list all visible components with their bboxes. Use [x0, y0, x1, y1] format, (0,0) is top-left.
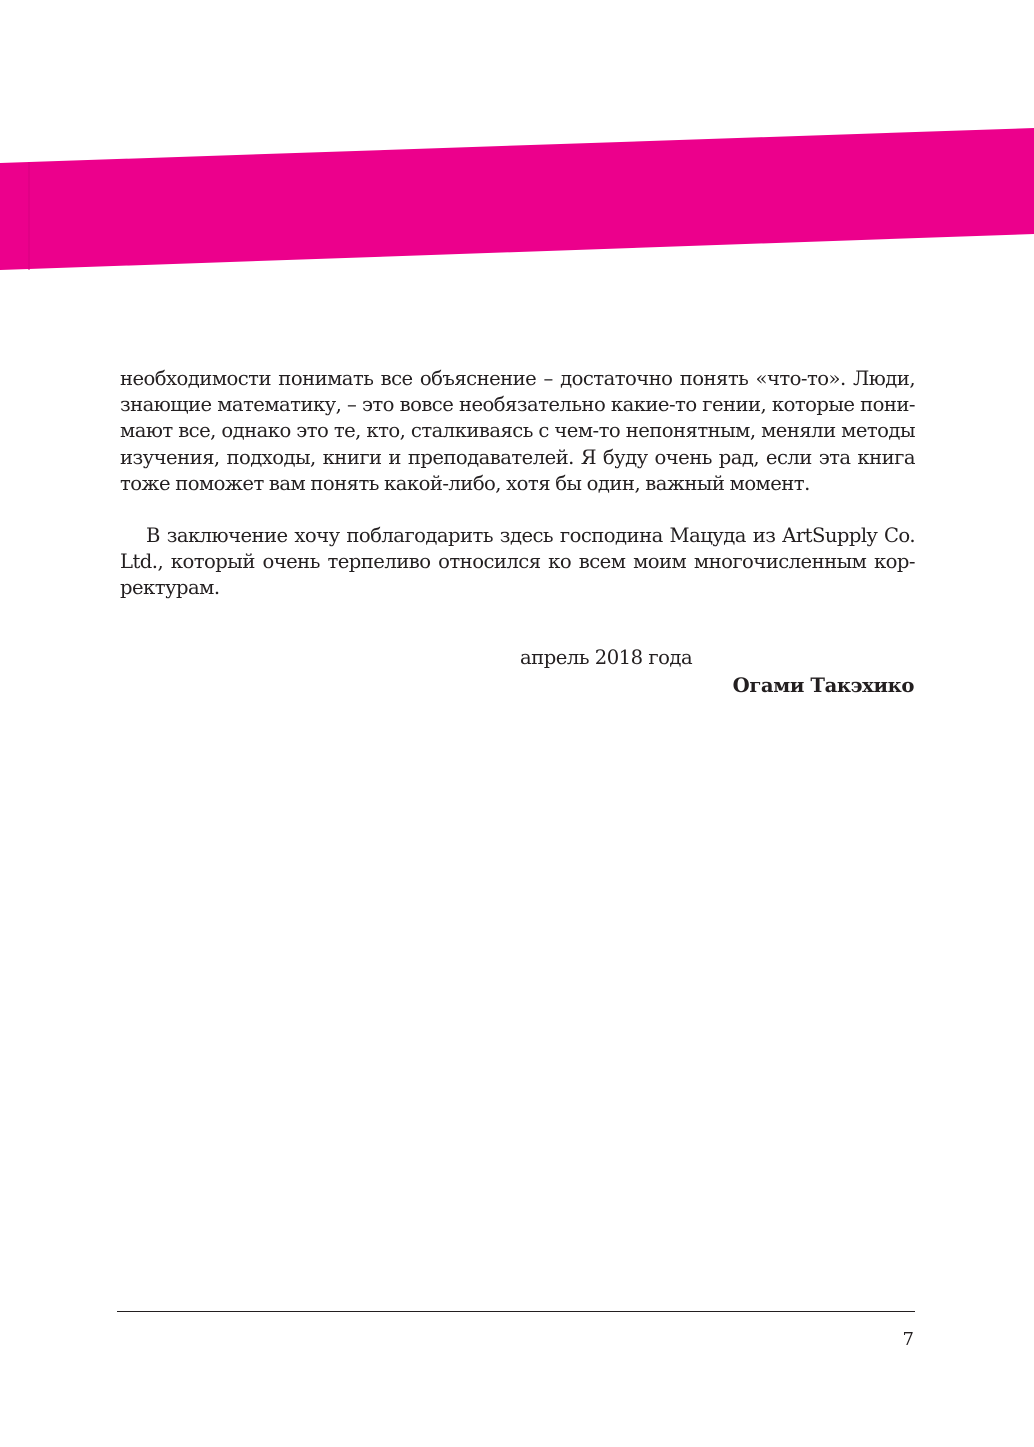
text-line: ректурам.: [120, 576, 220, 600]
text-line: Ltd., который очень терпеливо относился ко всем моим многочисленным кор-: [120, 550, 915, 574]
text-line: знающие математику, – это вовсе необязательно какие-то гении, которые пони-: [120, 393, 915, 417]
body-text: [120, 366, 915, 602]
text-line: тоже поможет вам понять какой-либо, хотя бы один, важный момент.: [120, 471, 810, 495]
paragraph-1: [120, 366, 915, 497]
text-line: мают все, однако это те, кто, сталкиваясь с чем-то непонятным, меняли методы: [120, 419, 915, 443]
banner-main-shape: [0, 128, 1034, 270]
text-line: изучения, подходы, книги и преподавателей. Я буду очень рад, если эта книга: [120, 445, 915, 469]
signature-date: апрель 2018 года: [520, 646, 693, 669]
footer-divider: [117, 1311, 915, 1312]
text-line: В заключение хочу поблагодарить здесь господина Мацуда из ArtSupply Co.: [146, 524, 915, 548]
signature-author: Огами Такэхико: [732, 674, 914, 697]
paragraph-2: [120, 523, 915, 602]
text-line: необходимости понимать все объяснение – достаточно понять «что-то». Люди,: [120, 367, 915, 390]
decorative-banner-stripe: [0, 0, 1034, 300]
page-number: 7: [902, 1329, 914, 1350]
